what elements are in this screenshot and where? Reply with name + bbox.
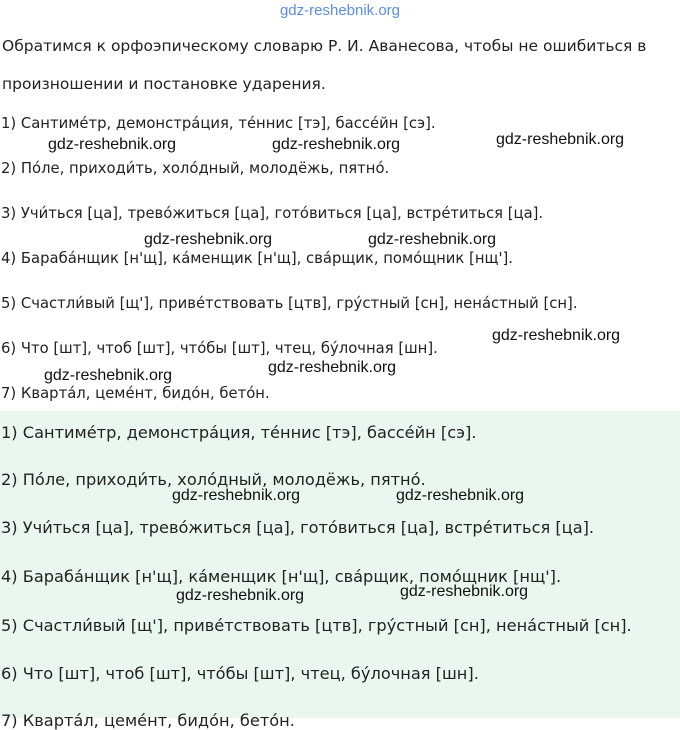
list-item: 5) Счастли́вый [щ'], приве́тствовать [цтв], гру́стный [сн], нена́стный [сн]. bbox=[1, 295, 578, 312]
site-header[interactable]: gdz-reshebnik.org bbox=[279, 2, 401, 19]
watermark: gdz-reshebnik.org bbox=[492, 327, 621, 344]
watermark: gdz-reshebnik.org bbox=[44, 367, 173, 384]
list-item: 1) Сантиме́тр, демонстра́ция, те́ннис [тэ], бассе́йн [сэ]. bbox=[1, 115, 436, 132]
watermark: gdz-reshebnik.org bbox=[368, 231, 497, 248]
list-item: 2) По́ле, приходи́ть, холо́дный, молодёжь, пятно́. bbox=[1, 160, 390, 177]
watermark: gdz-reshebnik.org bbox=[172, 487, 301, 504]
answer-item: 6) Что [шт], чтоб [шт], что́бы [шт], чтец, бу́лочная [шн]. bbox=[1, 664, 479, 683]
watermark: gdz-reshebnik.org bbox=[176, 587, 305, 604]
watermark: gdz-reshebnik.org bbox=[396, 487, 525, 504]
list-item: 6) Что [шт], чтоб [шт], что́бы [шт], чтец, бу́лочная [шн]. bbox=[1, 340, 438, 357]
list-item: 3) Учи́ться [ца], трево́житься [ца], гото́виться [ца], встре́титься [ца]. bbox=[1, 205, 544, 222]
watermark: gdz-reshebnik.org bbox=[400, 583, 529, 600]
list-item: 7) Кварта́л, цеме́нт, бидо́н, бето́н. bbox=[1, 385, 270, 402]
answer-item: 4) Бараба́нщик [н'щ], ка́менщик [н'щ], сва́рщик, помо́щник [нщ']. bbox=[1, 567, 562, 586]
watermark: gdz-reshebnik.org bbox=[272, 136, 401, 153]
answer-item: 1) Сантиме́тр, демонстра́ция, те́ннис [тэ], бассе́йн [сэ]. bbox=[1, 423, 477, 442]
intro-paragraph: Обратимся к орфоэпическому словарю Р. И. Аванесова, чтобы не ошибиться в произношении и постановке ударения. bbox=[2, 37, 647, 93]
answer-item: 2) По́ле, приходи́ть, холо́дный, молодёжь, пятно́. bbox=[1, 470, 426, 489]
watermark: gdz-reshebnik.org bbox=[268, 359, 397, 376]
answer-item: 5) Счастли́вый [щ'], приве́тствовать [цтв], гру́стный [сн], нена́стный [сн]. bbox=[1, 616, 632, 635]
answer-item: 3) Учи́ться [ца], трево́житься [ца], гото́виться [ца], встре́титься [ца]. bbox=[1, 518, 595, 537]
list-item: 4) Бараба́нщик [н'щ], ка́менщик [н'щ], сва́рщик, помо́щник [нщ']. bbox=[1, 250, 513, 267]
watermark: gdz-reshebnik.org bbox=[144, 231, 273, 248]
answer-block bbox=[0, 411, 680, 730]
watermark: gdz-reshebnik.org bbox=[48, 136, 177, 153]
watermark: gdz-reshebnik.org bbox=[496, 131, 625, 148]
answer-item: 7) Кварта́л, цеме́нт, бидо́н, бето́н. bbox=[1, 711, 295, 730]
